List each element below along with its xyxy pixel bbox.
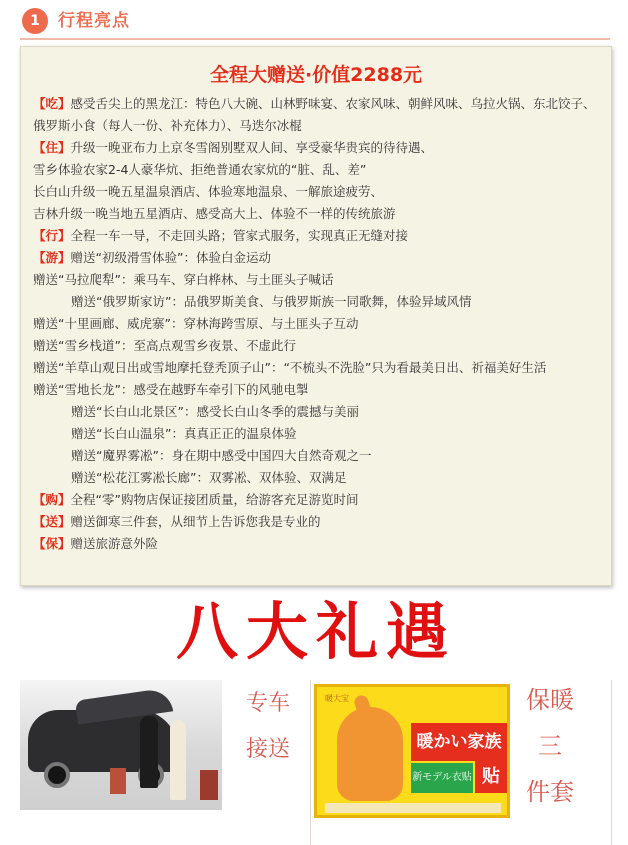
highlight-text: 赠送“魔界雾凇”：身在期中感受中国四大自然奇观之一 (71, 448, 372, 463)
highlight-tag: 【送】 (33, 514, 71, 529)
highlight-tag: 【保】 (33, 536, 71, 551)
highlight-text: 赠送“初级滑雪体验”：体验白金运动 (70, 250, 271, 265)
highlights-headline: 全程大赠送·价值2288元 (209, 64, 423, 86)
section-number-badge: 1 (22, 8, 48, 34)
highlight-text: 赠送“松花江雾凇长廊”：双雾凇、双体验、双满足 (71, 470, 347, 485)
highlight-line (33, 159, 599, 181)
warmth-caption (520, 686, 580, 824)
highlight-text: 赠送“雪地长龙”：感受在越野车牵引下的风驰电掣 (33, 382, 309, 397)
highlight-text: 赠送“俄罗斯家访”：品俄罗斯美食、与俄罗斯族一同歌舞，体验异域风情 (71, 294, 472, 309)
highlight-text: 赠送“十里画廊、威虎寨”：穿林海跨雪原、与土匪头子互动 (33, 316, 359, 331)
highlights-panel (20, 46, 612, 586)
highlight-text: 赠送“长白山北景区”：感受长白山冬季的震撼与美丽 (71, 404, 359, 419)
highlight-line (33, 203, 599, 225)
pickup-caption (230, 690, 306, 764)
highlight-text: 赠送“马拉爬犁”：乘马车、穿白桦林、与土匪头子喊话 (33, 272, 334, 287)
highlight-tag: 【吃】 (33, 96, 71, 111)
highlight-text: 赠送“羊草山观日出或雪地摩托登秃顶子山”：“不梳头不洗脸”只为看最美日出、祈福美好生活 (33, 360, 547, 375)
highlight-line (33, 93, 599, 137)
highlight-line (33, 313, 599, 335)
highlight-line (33, 335, 599, 357)
highlight-line (33, 357, 599, 379)
pack-red-label: 暖かい家族 (411, 723, 507, 761)
section-divider (20, 38, 610, 40)
highlight-line (33, 225, 599, 247)
highlight-text: 吉林升级一晚当地五星酒店、感受高大上、体验不一样的传统旅游 (33, 206, 396, 221)
pickup-caption-line2: 接送 (245, 737, 290, 762)
highlight-line (33, 137, 599, 159)
highlight-line (33, 511, 599, 533)
highlight-text: 赠送“雪乡栈道”：至高点观雪乡夜景、不虚此行 (33, 338, 296, 353)
banner-title: 八大礼遇 (175, 595, 456, 668)
highlight-line (33, 445, 599, 467)
car-pickup-photo (20, 680, 222, 810)
pickup-caption-line1: 专车 (245, 691, 290, 716)
pack-stamp: 贴 (475, 761, 507, 793)
highlight-line (33, 533, 599, 555)
highlight-tag: 【购】 (33, 492, 71, 507)
highlight-text: 感受舌尖上的黑龙江：特色八大碗、山林野味宴、农家风味、朝鲜风味、乌拉火锅、东北饺子、俄罗斯小食（每人一份、补充体力）、马迭尔冰棍 (33, 96, 596, 133)
pack-green-label: 新モデル衣贴 (411, 763, 473, 793)
highlight-text: 赠送“长白山温泉”：真真正正的温泉体验 (71, 426, 297, 441)
warmth-caption-line2: 三 (538, 732, 562, 760)
highlights-list (33, 93, 599, 555)
highlight-line (33, 269, 599, 291)
highlight-line (33, 247, 599, 269)
highlight-text: 雪乡体验农家2-4人豪华炕、拒绝普通农家炕的“脏、乱、差” (33, 162, 367, 177)
highlight-line (33, 379, 599, 401)
highlight-line (33, 181, 599, 203)
highlight-line (33, 401, 599, 423)
section-header (20, 6, 610, 34)
warmth-caption-line3: 件套 (526, 778, 574, 806)
highlight-text: 赠送御寒三件套，从细节上告诉您我是专业的 (70, 514, 321, 529)
highlight-tag: 【住】 (33, 140, 71, 155)
highlight-tag: 【行】 (33, 228, 71, 243)
highlight-text: 全程一车一导，不走回头路；管家式服务，实现真正无缝对接 (70, 228, 409, 243)
hand-warmer-pack-image (314, 684, 510, 818)
pack-brand-text: 暖大宝 (325, 694, 349, 703)
highlight-text: 全程“零”购物店保证接团质量，给游客充足游览时间 (70, 492, 359, 507)
highlight-line (33, 423, 599, 445)
section-title: 行程亮点 (58, 11, 130, 31)
highlight-line (33, 489, 599, 511)
highlight-tag: 【游】 (33, 250, 71, 265)
highlight-line (33, 467, 599, 489)
warmth-caption-line1: 保暖 (526, 686, 574, 714)
highlight-text: 升级一晚亚布力上京冬雪阁别墅双人间、享受豪华贵宾的待待遇、 (70, 140, 434, 155)
gift-images-row (20, 680, 612, 845)
highlight-line (33, 291, 599, 313)
highlight-text: 赠送旅游意外险 (70, 536, 159, 551)
highlight-text: 长白山升级一晚五星温泉酒店、体验寒地温泉、一解旅途疲劳、 (33, 184, 384, 199)
